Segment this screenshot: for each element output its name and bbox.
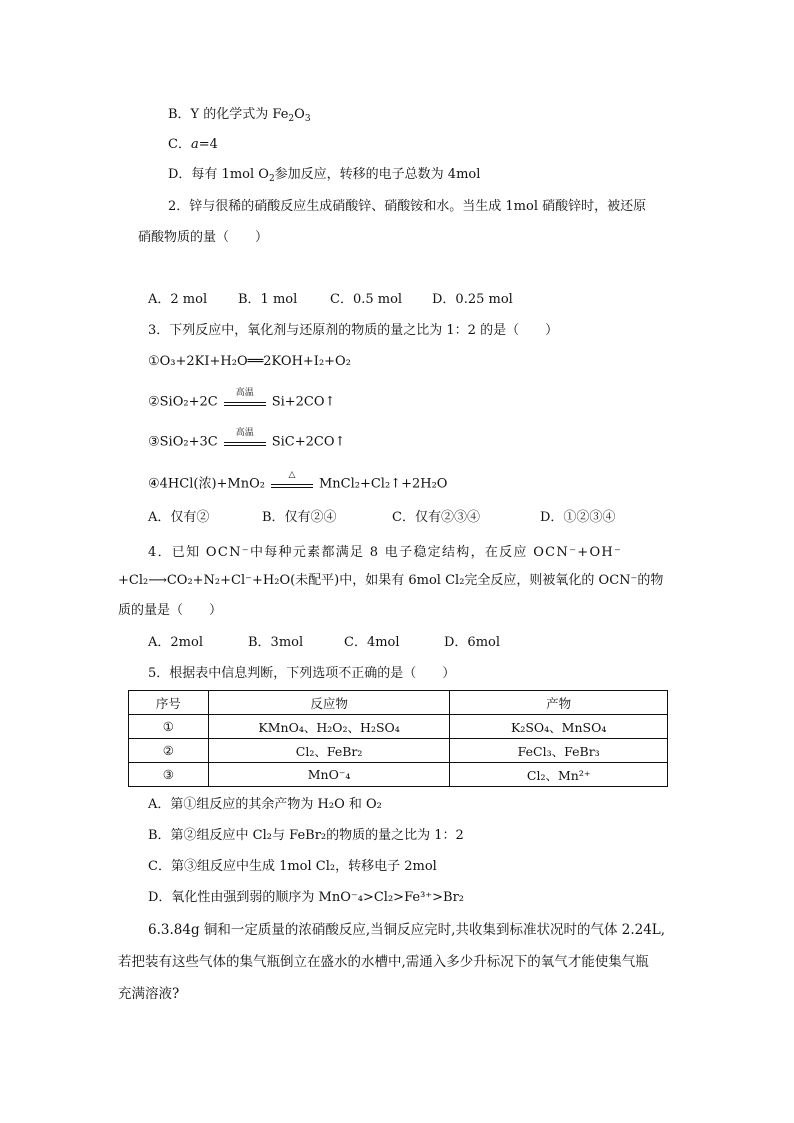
q5-option-a: A．第①组反应的其余产物为 H₂O 和 O₂ bbox=[148, 797, 382, 812]
q3-option-c: C．仅有②③④ bbox=[392, 510, 480, 525]
q3-reaction-3: ③SiO₂+3C 高温 SiC+2CO↑ bbox=[148, 432, 345, 452]
equation-condition-arrow: 高温 bbox=[224, 392, 266, 412]
q2-option-b: B．1 mol bbox=[238, 292, 298, 307]
q3-option-a: A．仅有② bbox=[148, 510, 210, 525]
q2-option-d: D．0.25 mol bbox=[432, 292, 513, 307]
table-row bbox=[129, 763, 668, 787]
table-cell: MnO⁻₄ bbox=[208, 763, 450, 787]
q4-stem-line3: 质的量是（ ） bbox=[118, 603, 223, 618]
q6-stem-line2: 若把装有这些气体的集气瓶倒立在盛水的水槽中,需通入多少升标况下的氧气才能使集气瓶 bbox=[118, 954, 649, 970]
q4-stem-line1: 4．已知 OCN⁻中每种元素都满足 8 电子稳定结构，在反应 OCN⁻+OH⁻ bbox=[148, 545, 623, 560]
q5-stem: 5．根据表中信息判断，下列选项不正确的是（ ） bbox=[148, 666, 456, 681]
q4-option-a: A．2mol bbox=[148, 635, 203, 650]
table-cell: FeCl₃、FeBr₃ bbox=[450, 739, 668, 763]
table-header: 产物 bbox=[450, 691, 668, 715]
q3-reaction-2: ②SiO₂+2C 高温 Si+2CO↑ bbox=[148, 392, 335, 412]
q3-reaction-1: ①O₃+2KI+H₂O══2KOH+I₂+O₂ bbox=[148, 354, 351, 369]
q3-option-b: B．仅有②④ bbox=[262, 510, 337, 525]
q5-option-b: B．第②组反应中 Cl₂与 FeBr₂的物质的量之比为 1：2 bbox=[148, 828, 464, 843]
q1-option-d: D．每有 1mol $O_2$参加反应，转移的电子总数为 4mol bbox=[168, 167, 481, 184]
q4-option-c: C．4mol bbox=[344, 635, 400, 650]
q4-stem-line2: +Cl₂⟶CO₂+N₂+Cl⁻+H₂O(未配平)中，如果有 6mol Cl₂完全反应，则被氧化的 OCN⁻的物 bbox=[118, 573, 664, 588]
table-header: 序号 bbox=[129, 691, 209, 715]
q3-reaction-4: ④4HCl(浓)+MnO₂ △ MnCl₂+Cl₂↑+2H₂O bbox=[148, 474, 447, 494]
q5-option-d: D．氧化性由强到弱的顺序为 MnO⁻₄>Cl₂>Fe³⁺>Br₂ bbox=[148, 890, 465, 905]
q4-option-b: B．3mol bbox=[248, 635, 304, 650]
q2-stem-line2: 硝酸物质的量（ ） bbox=[138, 230, 269, 245]
q2-option-a: A．2 mol bbox=[148, 292, 208, 307]
q1-option-c: C．a=4 bbox=[168, 137, 218, 152]
q3-stem: 3．下列反应中，氧化剂与还原剂的物质的量之比为 1：2 的是（ ） bbox=[148, 323, 559, 338]
table-cell: ① bbox=[129, 715, 209, 739]
equation-condition-arrow: 高温 bbox=[224, 432, 266, 452]
table-cell: ③ bbox=[129, 763, 209, 787]
table-cell: Cl₂、FeBr₂ bbox=[208, 739, 450, 763]
q1-option-b: B．Y 的化学式为 $Fe_2O_3$ bbox=[168, 107, 311, 124]
q5-info-table bbox=[128, 690, 668, 787]
q4-option-d: D．6mol bbox=[444, 635, 501, 650]
table-header-row bbox=[129, 691, 668, 715]
q6-stem-line1: 6.3.84g 铜和一定质量的浓硝酸反应,当铜反应完时,共收集到标准状况时的气体 2.24L, bbox=[148, 922, 666, 938]
q6-stem-line3: 充满溶液? bbox=[118, 986, 180, 1002]
equation-condition-arrow: △ bbox=[271, 474, 313, 494]
q2-stem-line1: 2．锌与很稀的硝酸反应生成硝酸锌、硝酸铵和水。当生成 1mol 硝酸锌时，被还原 bbox=[168, 199, 647, 214]
table-cell: K₂SO₄、MnSO₄ bbox=[450, 715, 668, 739]
table-cell: ② bbox=[129, 739, 209, 763]
table-row bbox=[129, 739, 668, 763]
q3-option-d: D．①②③④ bbox=[540, 510, 616, 525]
q5-option-c: C．第③组反应中生成 1mol Cl₂，转移电子 2mol bbox=[148, 859, 437, 874]
table-row bbox=[129, 715, 668, 739]
q2-option-c: C．0.5 mol bbox=[330, 292, 403, 307]
table-header: 反应物 bbox=[208, 691, 450, 715]
table-cell: Cl₂、Mn²⁺ bbox=[450, 763, 668, 787]
table-cell: KMnO₄、H₂O₂、H₂SO₄ bbox=[208, 715, 450, 739]
